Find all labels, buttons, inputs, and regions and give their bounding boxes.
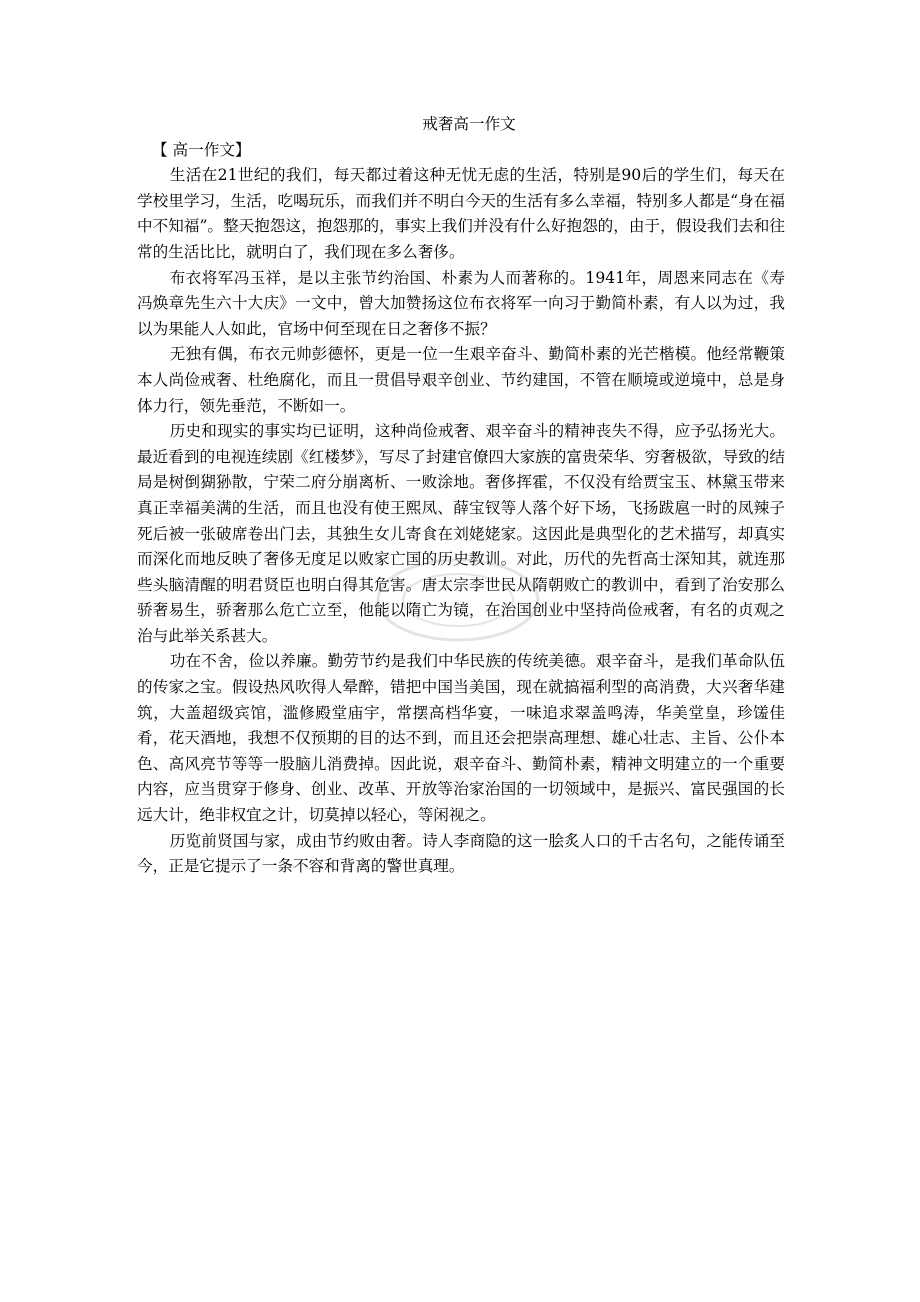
paragraph-5: 功在不舍，俭以养廉。勤劳节约是我们中华民族的传统美德。艰辛奋斗，是我们革命队伍的传家之宝。假设热风吹得人晕醉，错把中国当美国，现在就搞福利型的高消费，大兴奢华建筑，大盖超级宾馆，滥修殿堂庙宇，常摆高档华宴，一味追求翠盖鸣涛，华美堂皇，珍馐佳肴，花天酒地，我想不仅预期的目的达不到，而且还会把崇高理想、雄心壮志、主旨、公仆本色、高风亮节等等一股脑儿消费掉。因此说，艰辛奋斗、勤简朴素，精神文明建立的一个重要内容，应当贯穿于修身、创业、改革、开放等治家治国的一切领域中，是振兴、富民强国的长远大计，绝非权宜之计，切莫掉以轻心，等闲视之。	[137, 652, 785, 825]
document-body	[137, 112, 785, 880]
document-title: 戒奢高一作文	[422, 115, 516, 133]
paragraph-1: 生活在21世纪的我们，每天都过着这种无忧无虑的生活，特别是90后的学生们，每天在学校里学习，生活，吃喝玩乐，而我们并不明白今天的生活有多么幸福，特别多人都是“身在福中不知福”。整天抱怨这，抱怨那的，事实上我们并没有什么好抱怨的，由于，假设我们去和往常的生活比比，就明白了，我们现在多么奢侈。	[137, 166, 785, 261]
paragraph-6: 历览前贤国与家，成由节约败由奢。诗人李商隐的这一脍炙人口的千古名句，之能传诵至今，正是它提示了一条不容和背离的警世真理。	[137, 831, 785, 876]
paragraph-2: 布衣将军冯玉祥，是以主张节约治国、朴素为人而著称的。1941年，周恩来同志在《寿冯焕章先生六十大庆》一文中，曾大加赞扬这位布衣将军一向习于勤简朴素，有人以为过，我以为果能人人如此，官场中何至现在日之奢侈不振？	[137, 268, 785, 338]
paragraph-3: 无独有偶，布衣元帅彭德怀，更是一位一生艰辛奋斗、勤简朴素的光芒楷模。他经常鞭策本人尚俭戒奢、杜绝腐化，而且一贯倡导艰辛创业、节约建国，不管在顺境或逆境中，总是身体力行，领先垂范，不断如一。	[137, 345, 785, 415]
section-tag: 【 高一作文】	[152, 140, 251, 159]
paragraph-4: 历史和现实的事实均已证明，这种尚俭戒奢、艰辛奋斗的精神丧失不得，应予弘扬光大。最近看到的电视连续剧《红楼梦》，写尽了封建官僚四大家族的富贵荣华、穷奢极欲，导致的结局是树倒猢狲散，宁荣二府分崩离析、一败涂地。奢侈挥霍，不仅没有给贾宝玉、林黛玉带来真正幸福美满的生活，而且也没有使王熙凤、薛宝钗等人落个好下场，飞扬跋扈一时的凤辣子死后被一张破席卷出门去，其独生女儿寄食在刘姥姥家。这因此是典型化的艺术描写，却真实而深化而地反映了奢侈无度足以败家亡国的历史教训。对此，历代的先哲高士深知其，就连那些头脑清醒的明君贤臣也明白得其危害。唐太宗李世民从隋朝败亡的教训中，看到了治安那么骄奢易生，骄奢那么危亡立至，他能以隋亡为镜，在治国创业中坚持尚俭戒奢，有名的贞观之治与此举关系甚大。	[137, 422, 785, 645]
